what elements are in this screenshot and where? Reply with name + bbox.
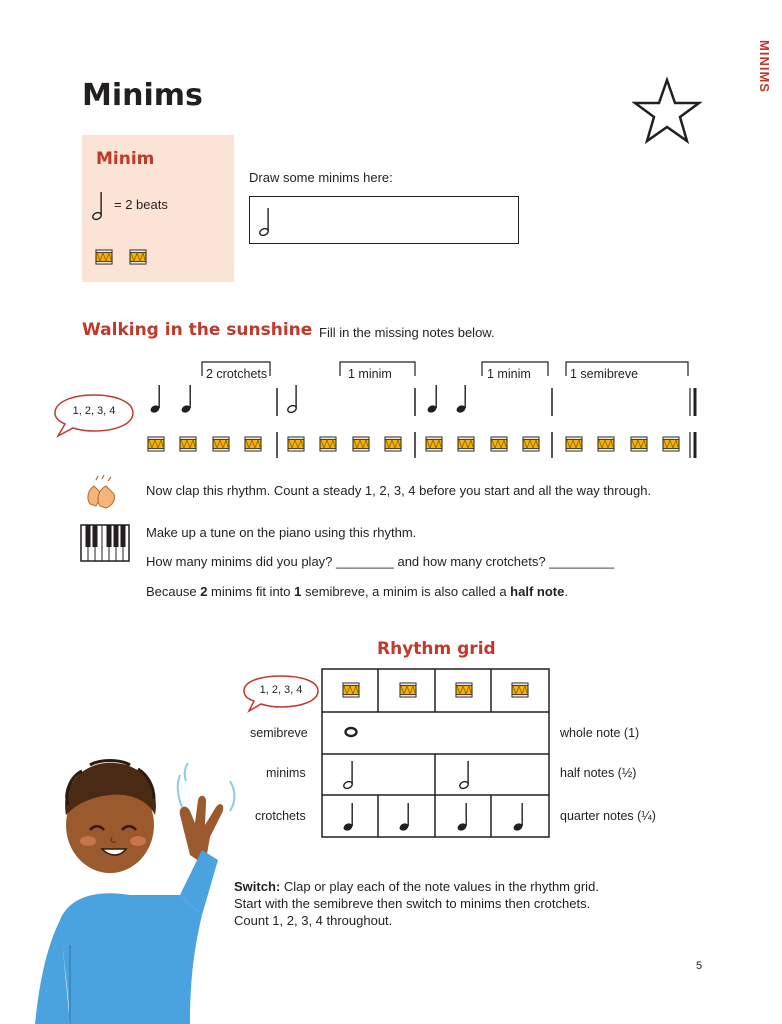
grid-label-half-notes: half notes (½) <box>560 766 637 780</box>
grid-label-crotchets: crotchets <box>255 809 306 823</box>
piano-instruction: Make up a tune on the piano using this rhythm. <box>146 525 417 540</box>
bracket-label: 1 semibreve <box>570 367 639 381</box>
half-note-explanation: Because 2 minims fit into 1 semibreve, a minim is also called a half note. <box>146 584 568 599</box>
grid-count-bubble-text: 1, 2, 3, 4 <box>259 684 303 696</box>
drum-icon <box>128 247 148 267</box>
grid-label-whole-note: whole note (1) <box>560 726 640 740</box>
minim-box-title: Minim <box>96 149 155 169</box>
star-icon <box>632 76 702 146</box>
walking-instruction: Fill in the missing notes below. <box>319 325 495 340</box>
drum-icon <box>94 247 114 267</box>
draw-minims-box[interactable] <box>249 196 519 244</box>
minim-beats-text: = 2 beats <box>114 197 168 212</box>
clapping-hands-icon <box>82 474 122 510</box>
walking-title: Walking in the sunshine <box>82 320 313 340</box>
piano-keyboard-icon <box>80 524 130 562</box>
bracket-label: 1 minim <box>487 367 531 381</box>
side-tab: MINIMS <box>757 40 772 93</box>
switch-instruction: Switch: Clap or play each of the note values in the rhythm grid. Start with the semibreve then switch to minims then crotchets. Count 1, 2, 3, 4 throughout. <box>234 879 599 928</box>
grid-label-minims: minims <box>266 766 306 780</box>
bracket-label: 1 minim <box>348 367 392 381</box>
minim-definition-box <box>82 135 234 282</box>
draw-prompt: Draw some minims here: <box>249 170 393 185</box>
drum-beats-row <box>140 430 705 460</box>
boy-illustration <box>30 745 255 1024</box>
count-bubble-text: 1, 2, 3, 4 <box>72 405 116 417</box>
clap-instruction: Now clap this rhythm. Count a steady 1, 2, 3, 4 before you start and all the way through. <box>146 483 652 498</box>
rhythm-grid-title: Rhythm grid <box>377 639 496 659</box>
grid-label-quarter-notes: quarter notes (¼) <box>560 809 656 823</box>
count-question: How many minims did you play? ________ and how many crotchets? _________ <box>146 554 615 569</box>
minim-note-icon <box>259 207 273 237</box>
rhythm-notes-row <box>140 380 705 420</box>
rhythm-grid <box>321 668 551 840</box>
bracket-label: 2 crotchets <box>206 367 268 381</box>
grid-label-semibreve: semibreve <box>250 726 308 740</box>
minim-note-icon <box>92 191 106 221</box>
page-title: Minims <box>82 78 203 113</box>
page-number: 5 <box>696 960 703 972</box>
